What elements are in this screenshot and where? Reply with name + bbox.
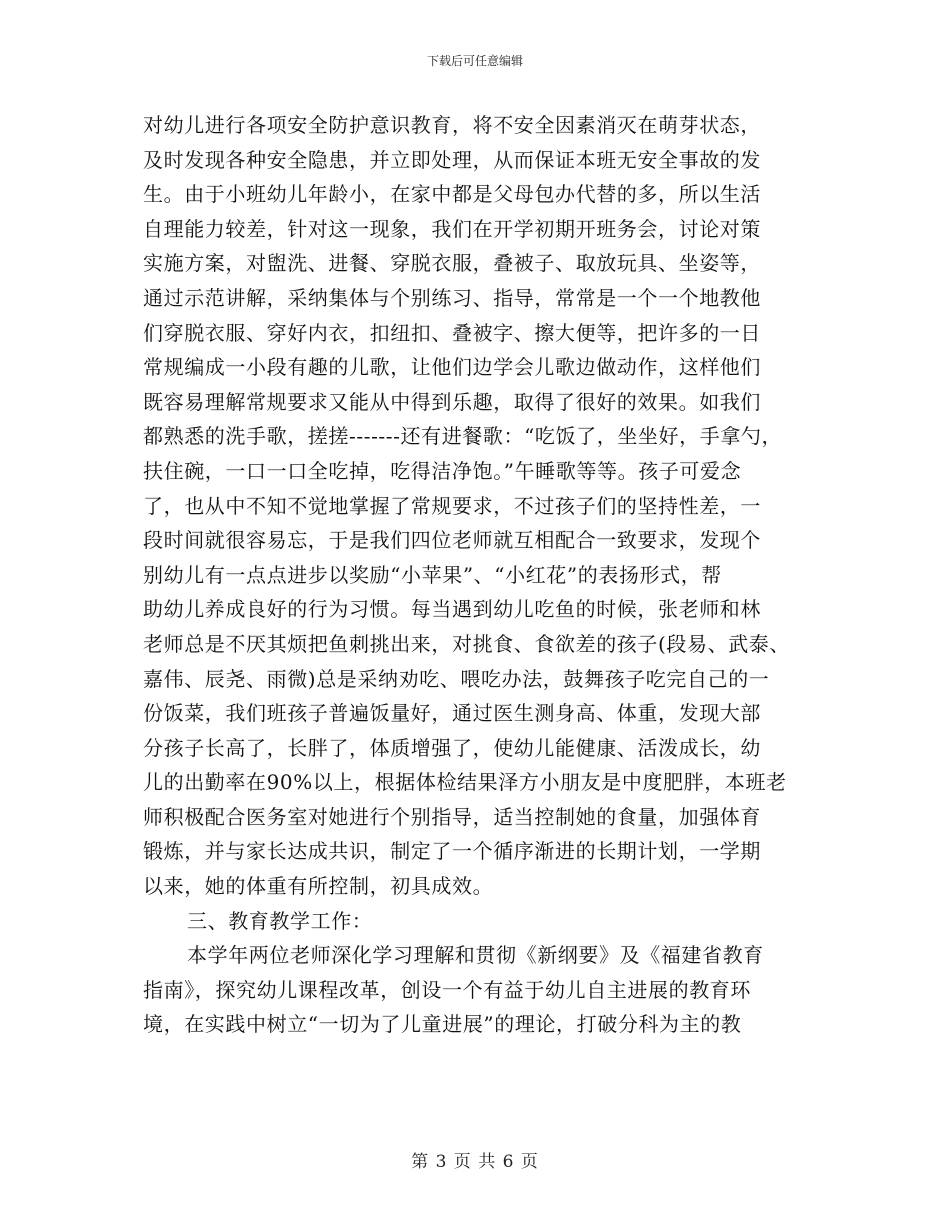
text-line: 别幼儿有一点点进步以奖励“小苹果”、“小红花”的表扬形式，帮 xyxy=(143,562,722,587)
text-line: 分孩子长高了，长胖了，体质增强了，使幼儿能健康、活泼成长，幼 xyxy=(143,735,761,760)
text-line: 都熟悉的洗手歌，搓搓-------还有进餐歌：“吃饭了，坐坐好，手拿勺， xyxy=(143,424,783,449)
text-line: 扶住碗，一口一口全吃掉，吃得洁净饱。”午睡歌等等。孩子可爱念 xyxy=(143,458,742,483)
text-line: 份饭菜，我们班孩子普遍饭量好，通过医生测身高、体重，发现大部 xyxy=(143,701,761,726)
text-line: 生。由于小班幼儿年龄小，在家中都是父母包办代替的多，所以生活 xyxy=(143,182,761,207)
text-line: 实施方案，对盥洗、进餐、穿脱衣服，叠被子、取放玩具、坐姿等， xyxy=(143,251,761,276)
text-line: 师积极配合医务室对她进行个别指导，适当控制她的食量，加强体育 xyxy=(143,804,761,829)
text-line: 既容易理解常规要求又能从中得到乐趣，取得了很好的效果。如我们 xyxy=(143,389,761,414)
text-line: 们穿脱衣服、穿好内衣，扣纽扣、叠被字、擦大便等，把许多的一日 xyxy=(143,320,761,345)
text-line: 嘉伟、辰尧、雨微)总是采纳劝吃、喂吃办法，鼓舞孩子吃完自己的一 xyxy=(143,666,770,691)
text-line: 段时间就很容易忘，于是我们四位老师就互相配合一致要求，发现个 xyxy=(143,528,761,553)
document-body xyxy=(143,108,823,1042)
text-line: 老师总是不厌其烦把鱼刺挑出来，对挑食、食欲差的孩子(段易、武泰、 xyxy=(143,631,791,656)
text-line: 本学年两位老师深化学习理解和贯彻《新纲要》及《福建省教育 xyxy=(187,943,764,968)
text-line: 以来，她的体重有所控制，初具成效。 xyxy=(143,874,494,899)
text-line: 了，也从中不知不觉地掌握了常规要求，不过孩子们的坚持性差，一 xyxy=(143,493,761,518)
page-header: 下载后可任意编辑 xyxy=(426,54,523,68)
text-line: 儿的出勤率在90%以上，根据体检结果泽方小朋友是中度肥胖，本班老 xyxy=(143,770,787,795)
text-line: 境，在实践中树立“一切为了儿童进展”的理论，打破分科为主的教 xyxy=(143,1012,742,1037)
text-line: 对幼儿进行各项安全防护意识教育，将不安全因素消灭在萌芽状态， xyxy=(143,113,761,137)
text-line: 自理能力较差，针对这一现象，我们在开学初期开班务会，讨论对策 xyxy=(143,216,761,241)
text-line: 助幼儿养成良好的行为习惯。每当遇到幼儿吃鱼的时候，张老师和林 xyxy=(143,597,761,622)
text-line: 及时发现各种安全隐患，并立即处理，从而保证本班无安全事故的发 xyxy=(143,147,761,172)
text-line: 常规编成一小段有趣的儿歌，让他们边学会儿歌边做动作，这样他们 xyxy=(143,355,761,380)
page-number: 第 3 页 共 6 页 xyxy=(411,1152,539,1172)
text-line: 通过示范讲解，采纳集体与个别练习、指导，常常是一个一个地教他 xyxy=(143,285,761,310)
text-line: 指南》，探究幼儿课程改革，创设一个有益于幼儿自主进展的教育环 xyxy=(143,977,751,1002)
section-heading: 三、教育教学工作： xyxy=(187,908,373,933)
text-line: 锻炼，并与家长达成共识，制定了一个循序渐进的长期计划，一学期 xyxy=(143,839,761,864)
